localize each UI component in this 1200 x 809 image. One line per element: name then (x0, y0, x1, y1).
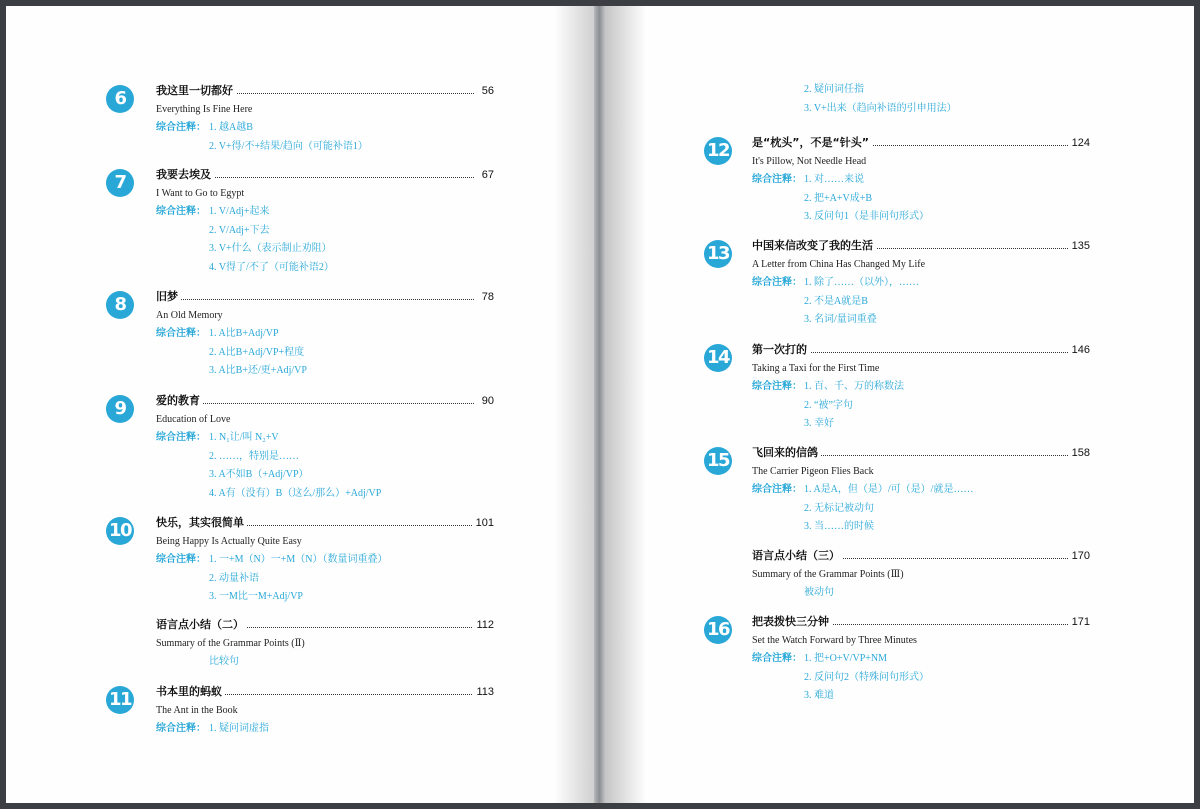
dot-leader (176, 177, 474, 178)
notes-label: 综合注释： (156, 554, 206, 565)
chapter-title: 第一次打的 (752, 343, 810, 357)
page-number: 78 (479, 290, 494, 304)
chapter-number-badge: 8 (106, 291, 134, 319)
chapter-title: 我要去埃及 (156, 168, 214, 182)
chapter-title: 快乐，其实很简单 (156, 516, 247, 530)
grammar-note: 1. 越A越B (209, 122, 253, 133)
notes-label: 综合注释： (752, 174, 802, 185)
grammar-note: 1. A是A，但（是）/可（是）/就是…… (804, 484, 974, 495)
grammar-note: 3. 一M比一M+Adj/VP (209, 591, 303, 603)
chapter-title: 中国来信改变了我的生活 (752, 239, 876, 253)
chapter-title: 我这里一切都好 (156, 84, 236, 98)
grammar-note: 1. 除了……（以外），…… (804, 277, 919, 288)
chapter-number-badge: 13 (704, 240, 732, 268)
chapter-title: 语言点小结（二） (156, 618, 247, 632)
page-number: 146 (1069, 343, 1090, 357)
summary-note: 比较句 (209, 656, 239, 667)
left-page (6, 6, 594, 803)
chapter-title-english: Taking a Taxi for the First Time (752, 363, 880, 374)
page-number: 101 (473, 516, 494, 530)
chapter-title: 语言点小结（三） (752, 549, 843, 563)
grammar-note: 3. V+什么（表示制止劝阻） (209, 243, 332, 255)
chapter-title-english: I Want to Go to Egypt (156, 188, 245, 199)
page-number: 113 (473, 685, 494, 699)
notes-label: 综合注释： (156, 328, 206, 339)
grammar-note: 1. 百、千、万的称数法 (804, 381, 904, 392)
grammar-note: 1. 把+O+V/VP+NM (804, 653, 888, 664)
dot-leader (176, 403, 474, 404)
grammar-note: 2. 无标记被动句 (804, 502, 874, 514)
chapter-number-badge: 10 (106, 517, 134, 545)
notes-label: 综合注释： (752, 484, 802, 495)
chapter-title-english: The Ant in the Book (156, 705, 238, 716)
grammar-note: 2. 反问句2（特殊问句形式） (804, 671, 929, 683)
chapter-title-english: Being Happy Is Actually Quite Easy (156, 536, 302, 547)
grammar-note: 2. 动量补语 (209, 572, 259, 584)
chapter-title-english: Summary of the Grammar Points (Ⅱ) (156, 638, 305, 649)
notes-label: 综合注释： (156, 432, 206, 443)
page-number: 112 (473, 618, 494, 632)
chapter-number-badge: 16 (704, 616, 732, 644)
chapter-title: 飞回来的信鸽 (752, 446, 821, 460)
grammar-note: 4. V得了/不了（可能补语2） (209, 261, 334, 273)
grammar-note: 1. 疑问词虚指 (209, 723, 269, 734)
notes-label: 综合注释： (752, 277, 802, 288)
chapter-title: 书本里的蚂蚁 (156, 685, 225, 699)
grammar-note: 2. 疑问词任指 (804, 84, 864, 95)
grammar-note: 3. 难道 (804, 690, 834, 702)
grammar-note: 3. 名词/量词重叠 (804, 314, 877, 326)
grammar-note: 2. 不是A就是B (804, 295, 868, 307)
notes-label: 综合注释： (752, 653, 802, 664)
grammar-note: 1. V/Adj+起来 (209, 206, 270, 217)
page-number: 158 (1069, 446, 1090, 460)
notes-label: 综合注释： (156, 122, 206, 133)
page-number: 170 (1069, 549, 1090, 563)
grammar-note: 1. 对……来说 (804, 174, 864, 185)
grammar-note: 2. 把+A+V成+B (804, 192, 873, 204)
grammar-note: 3. V+出来（趋向补语的引申用法） (804, 102, 957, 114)
chapter-title-english: The Carrier Pigeon Flies Back (752, 466, 874, 477)
notes-label: 综合注释： (156, 206, 206, 217)
book-spine (594, 6, 606, 803)
chapter-title-english: A Letter from China Has Changed My Life (752, 259, 926, 270)
grammar-note: 3. 当……的时候 (804, 521, 874, 533)
chapter-number-badge: 9 (106, 395, 134, 423)
page-number: 90 (479, 394, 494, 408)
summary-note: 被动句 (804, 587, 834, 598)
chapter-title-english: Education of Love (156, 414, 231, 425)
grammar-note: 2. A比B+Adj/VP+程度 (209, 346, 305, 358)
grammar-note: 1. A比B+Adj/VP (209, 328, 279, 339)
page-number: 171 (1069, 615, 1090, 629)
grammar-note: 2. V/Adj+下去 (209, 224, 270, 236)
grammar-note: 2. “被”字句 (804, 399, 853, 411)
grammar-note: 3. 幸好 (804, 418, 834, 430)
notes-label: 综合注释： (156, 723, 206, 734)
page-number: 67 (479, 168, 494, 182)
chapter-title: 爱的教育 (156, 394, 203, 408)
grammar-note: 3. A比B+还/更+Adj/VP (209, 365, 307, 377)
chapter-number-badge: 6 (106, 85, 134, 113)
chapter-title-english: Set the Watch Forward by Three Minutes (752, 635, 917, 646)
grammar-note: 2. V+得/不+结果/趋向（可能补语1） (209, 140, 368, 152)
grammar-note: 4. A有（没有）B（这么/那么）+Adj/VP (209, 487, 382, 499)
chapter-title: 旧梦 (156, 290, 181, 304)
page-number: 56 (479, 84, 494, 98)
grammar-note: 1. 一+M（N）一+M（N）（数量词重叠） (209, 554, 388, 565)
right-page (606, 6, 1194, 803)
chapter-number-badge: 12 (704, 137, 732, 165)
chapter-number-badge: 14 (704, 344, 732, 372)
chapter-title-english: Summary of the Grammar Points (Ⅲ) (752, 569, 904, 580)
page-number: 124 (1069, 136, 1090, 150)
notes-label: 综合注释： (752, 381, 802, 392)
chapter-title-english: An Old Memory (156, 310, 223, 321)
grammar-note: 1. N₁让/叫 N₂+V (209, 432, 279, 443)
grammar-note: 3. 反问句1（是非问句形式） (804, 211, 929, 223)
grammar-note: 3. A不如B（+Adj/VP） (209, 469, 309, 481)
dot-leader (176, 299, 474, 300)
page-number: 135 (1069, 239, 1090, 253)
chapter-title-english: It's Pillow, Not Needle Head (752, 156, 867, 167)
dot-leader (772, 352, 1070, 353)
chapter-number-badge: 15 (704, 447, 732, 475)
chapter-number-badge: 7 (106, 169, 134, 197)
chapter-title-english: Everything Is Fine Here (156, 104, 253, 115)
chapter-title: 是“枕头”，不是“针头” (752, 136, 872, 150)
chapter-title: 把表拨快三分钟 (752, 615, 832, 629)
chapter-number-badge: 11 (106, 686, 134, 714)
grammar-note: 2. ……，特别是…… (209, 450, 299, 462)
